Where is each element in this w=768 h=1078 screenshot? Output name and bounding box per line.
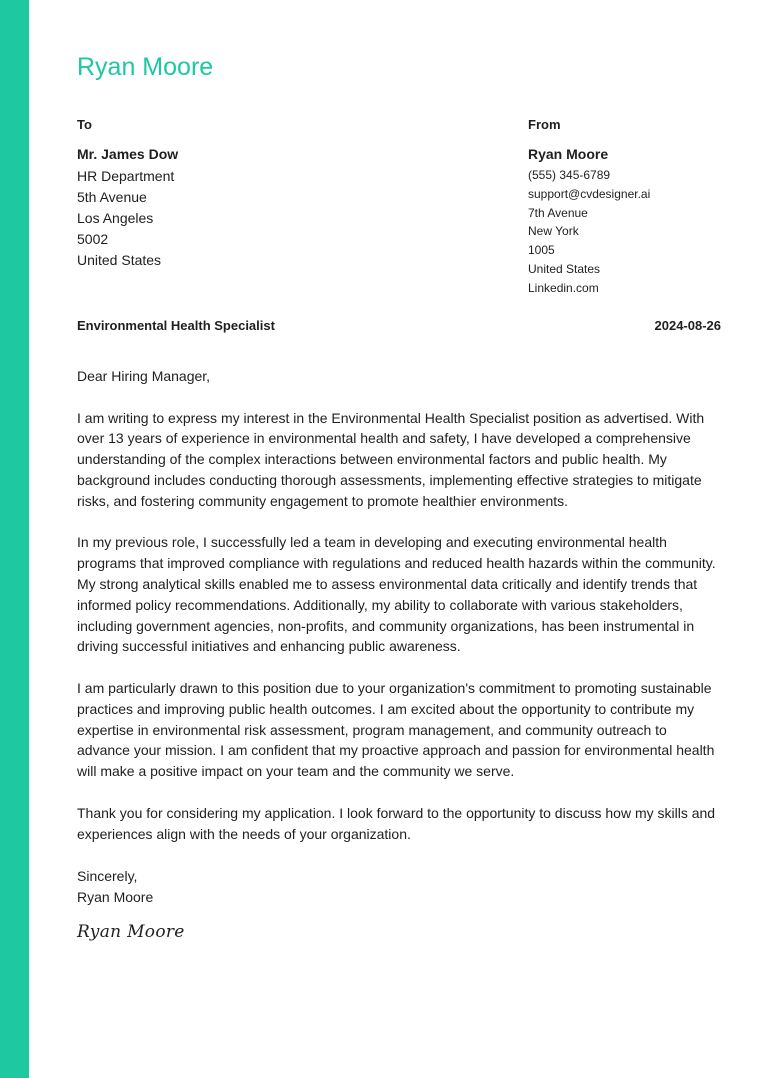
sender-street: 7th Avenue (528, 205, 588, 220)
position-title: Environmental Health Specialist (77, 318, 275, 333)
recipient-department: HR Department (77, 168, 175, 184)
letter-body (77, 366, 721, 865)
handwritten-signature: Ryan Moore (77, 922, 185, 942)
recipient-city: Los Angeles (77, 210, 154, 226)
recipient-block (77, 117, 178, 271)
subject-row (77, 318, 721, 334)
sender-linkedin: Linkedin.com (528, 280, 599, 295)
recipient-postal-code: 5002 (77, 231, 109, 247)
body-paragraph-3: I am particularly drawn to this position due to your organization's commitment to promoting sustainable practices and improving public health outcomes. I am excited about the opportunity to contribute my expertise in environmental risk assessment, program management, and community outreach to advance your mission. I am confident that my proactive approach and passion for environmental health will make a positive impact on your team and the community we serve. (77, 679, 715, 780)
recipient-heading: To (77, 117, 92, 132)
sender-email: support@cvdesigner.ai (528, 186, 651, 201)
sender-name: Ryan Moore (528, 146, 609, 162)
body-paragraph-4: Thank you for considering my application. I look forward to the opportunity to discuss how my skills and experiences align with the needs of your organization. (77, 804, 716, 842)
sender-postal-code: 1005 (528, 243, 555, 258)
sender-heading: From (528, 117, 561, 132)
accent-sidebar (0, 0, 29, 1078)
sender-phone: (555) 345-6789 (528, 168, 611, 182)
sender-country: United States (528, 261, 601, 276)
sender-city: New York (528, 224, 579, 239)
recipient-name: Mr. James Dow (77, 146, 179, 162)
page-title: Ryan Moore (77, 53, 214, 81)
sender-block (528, 117, 650, 298)
body-paragraph-2: In my previous role, I successfully led a team in developing and executing environmental health programs that improved compliance with regulations and reduced health hazards within the community. My strong analytical skills enabled me to assess environmental data critically and identify trends that informed policy recommendations. Additionally, my ability to collaborate with various stakeholders, including government agencies, non-profits, and community organizations, has been instrumental in driving successful initiatives and enhancing public awareness. (77, 534, 716, 655)
recipient-country: United States (77, 252, 162, 268)
body-paragraph-1: I am writing to express my interest in the Environmental Health Specialist position as advertised. With over 13 years of experience in environmental health and safety, I have developed a comprehensive understanding of the complex interactions between environmental factors and public health. My background includes conducting thorough assessments, implementing effective strategies to mitigate risks, and fostering community engagement to promote healthier environments. (77, 409, 705, 509)
closing-block (77, 866, 153, 908)
closing-phrase: Sincerely, (77, 868, 138, 884)
recipient-street: 5th Avenue (77, 189, 147, 205)
salutation: Dear Hiring Manager, (77, 368, 211, 384)
letter-date: 2024-08-26 (654, 318, 721, 333)
signer-name: Ryan Moore (77, 889, 154, 905)
